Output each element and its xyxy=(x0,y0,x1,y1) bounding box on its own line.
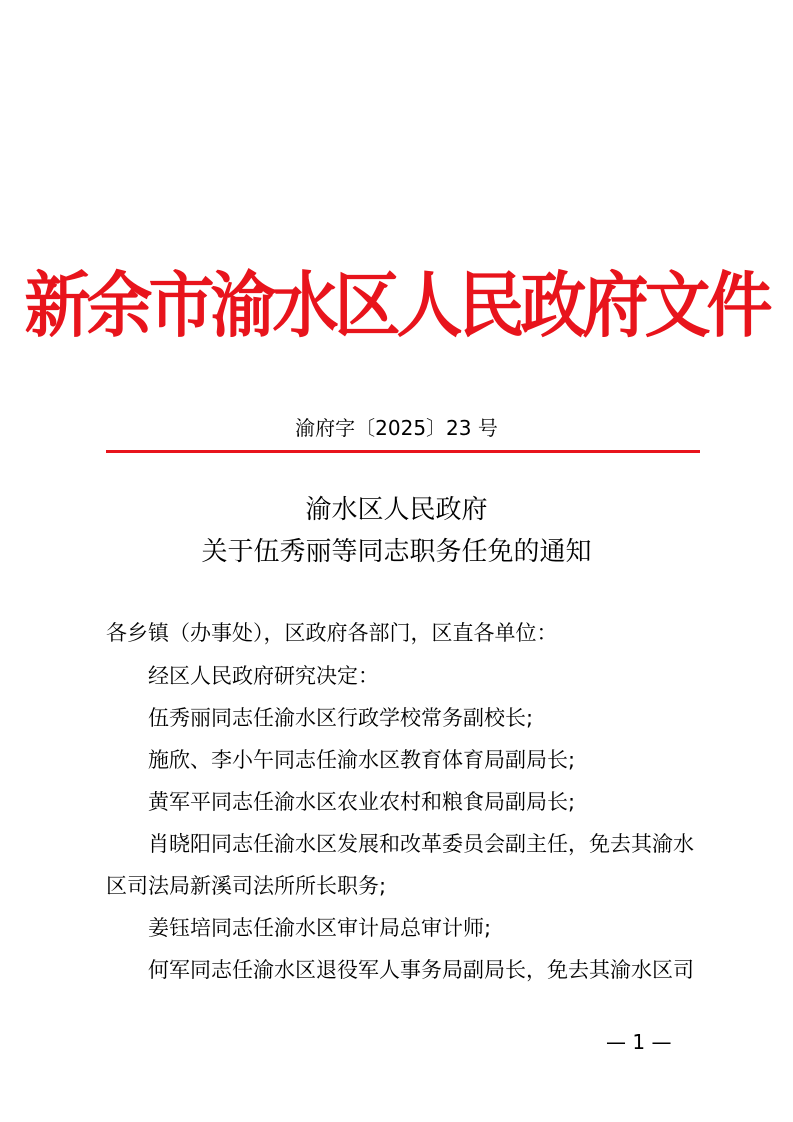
page-number: — 1 — xyxy=(606,1030,672,1054)
body-paragraph: 伍秀丽同志任渝水区行政学校常务副校长; xyxy=(148,706,534,730)
body-paragraph: 姜钰培同志任渝水区审计局总审计师; xyxy=(148,916,492,940)
document-body xyxy=(106,655,706,991)
salutation: 各乡镇（办事处），区政府各部门，区直各单位： xyxy=(106,621,558,645)
body-paragraph: 经区人民政府研究决定： xyxy=(148,664,379,688)
document-number: 渝府字〔2025〕23 号 xyxy=(295,416,498,440)
body-paragraph: 何军同志任渝水区退役军人事务局副局长，免去其渝水区司 xyxy=(148,958,694,982)
issuer-title: 新余市渝水区人民政府文件 xyxy=(24,262,769,348)
body-paragraph: 肖晓阳同志任渝水区发展和改革委员会副主任，免去其渝水区司法局新溪司法所所长职务; xyxy=(106,832,694,898)
body-paragraph: 黄军平同志任渝水区农业农村和粮食局副局长; xyxy=(148,790,576,814)
body-paragraph: 施欣、李小午同志任渝水区教育体育局副局长; xyxy=(148,748,576,772)
document-title-line-1: 渝水区人民政府 xyxy=(305,495,488,525)
document-title-line-2: 关于伍秀丽等同志职务任免的通知 xyxy=(201,537,592,567)
red-separator-line xyxy=(106,450,700,453)
